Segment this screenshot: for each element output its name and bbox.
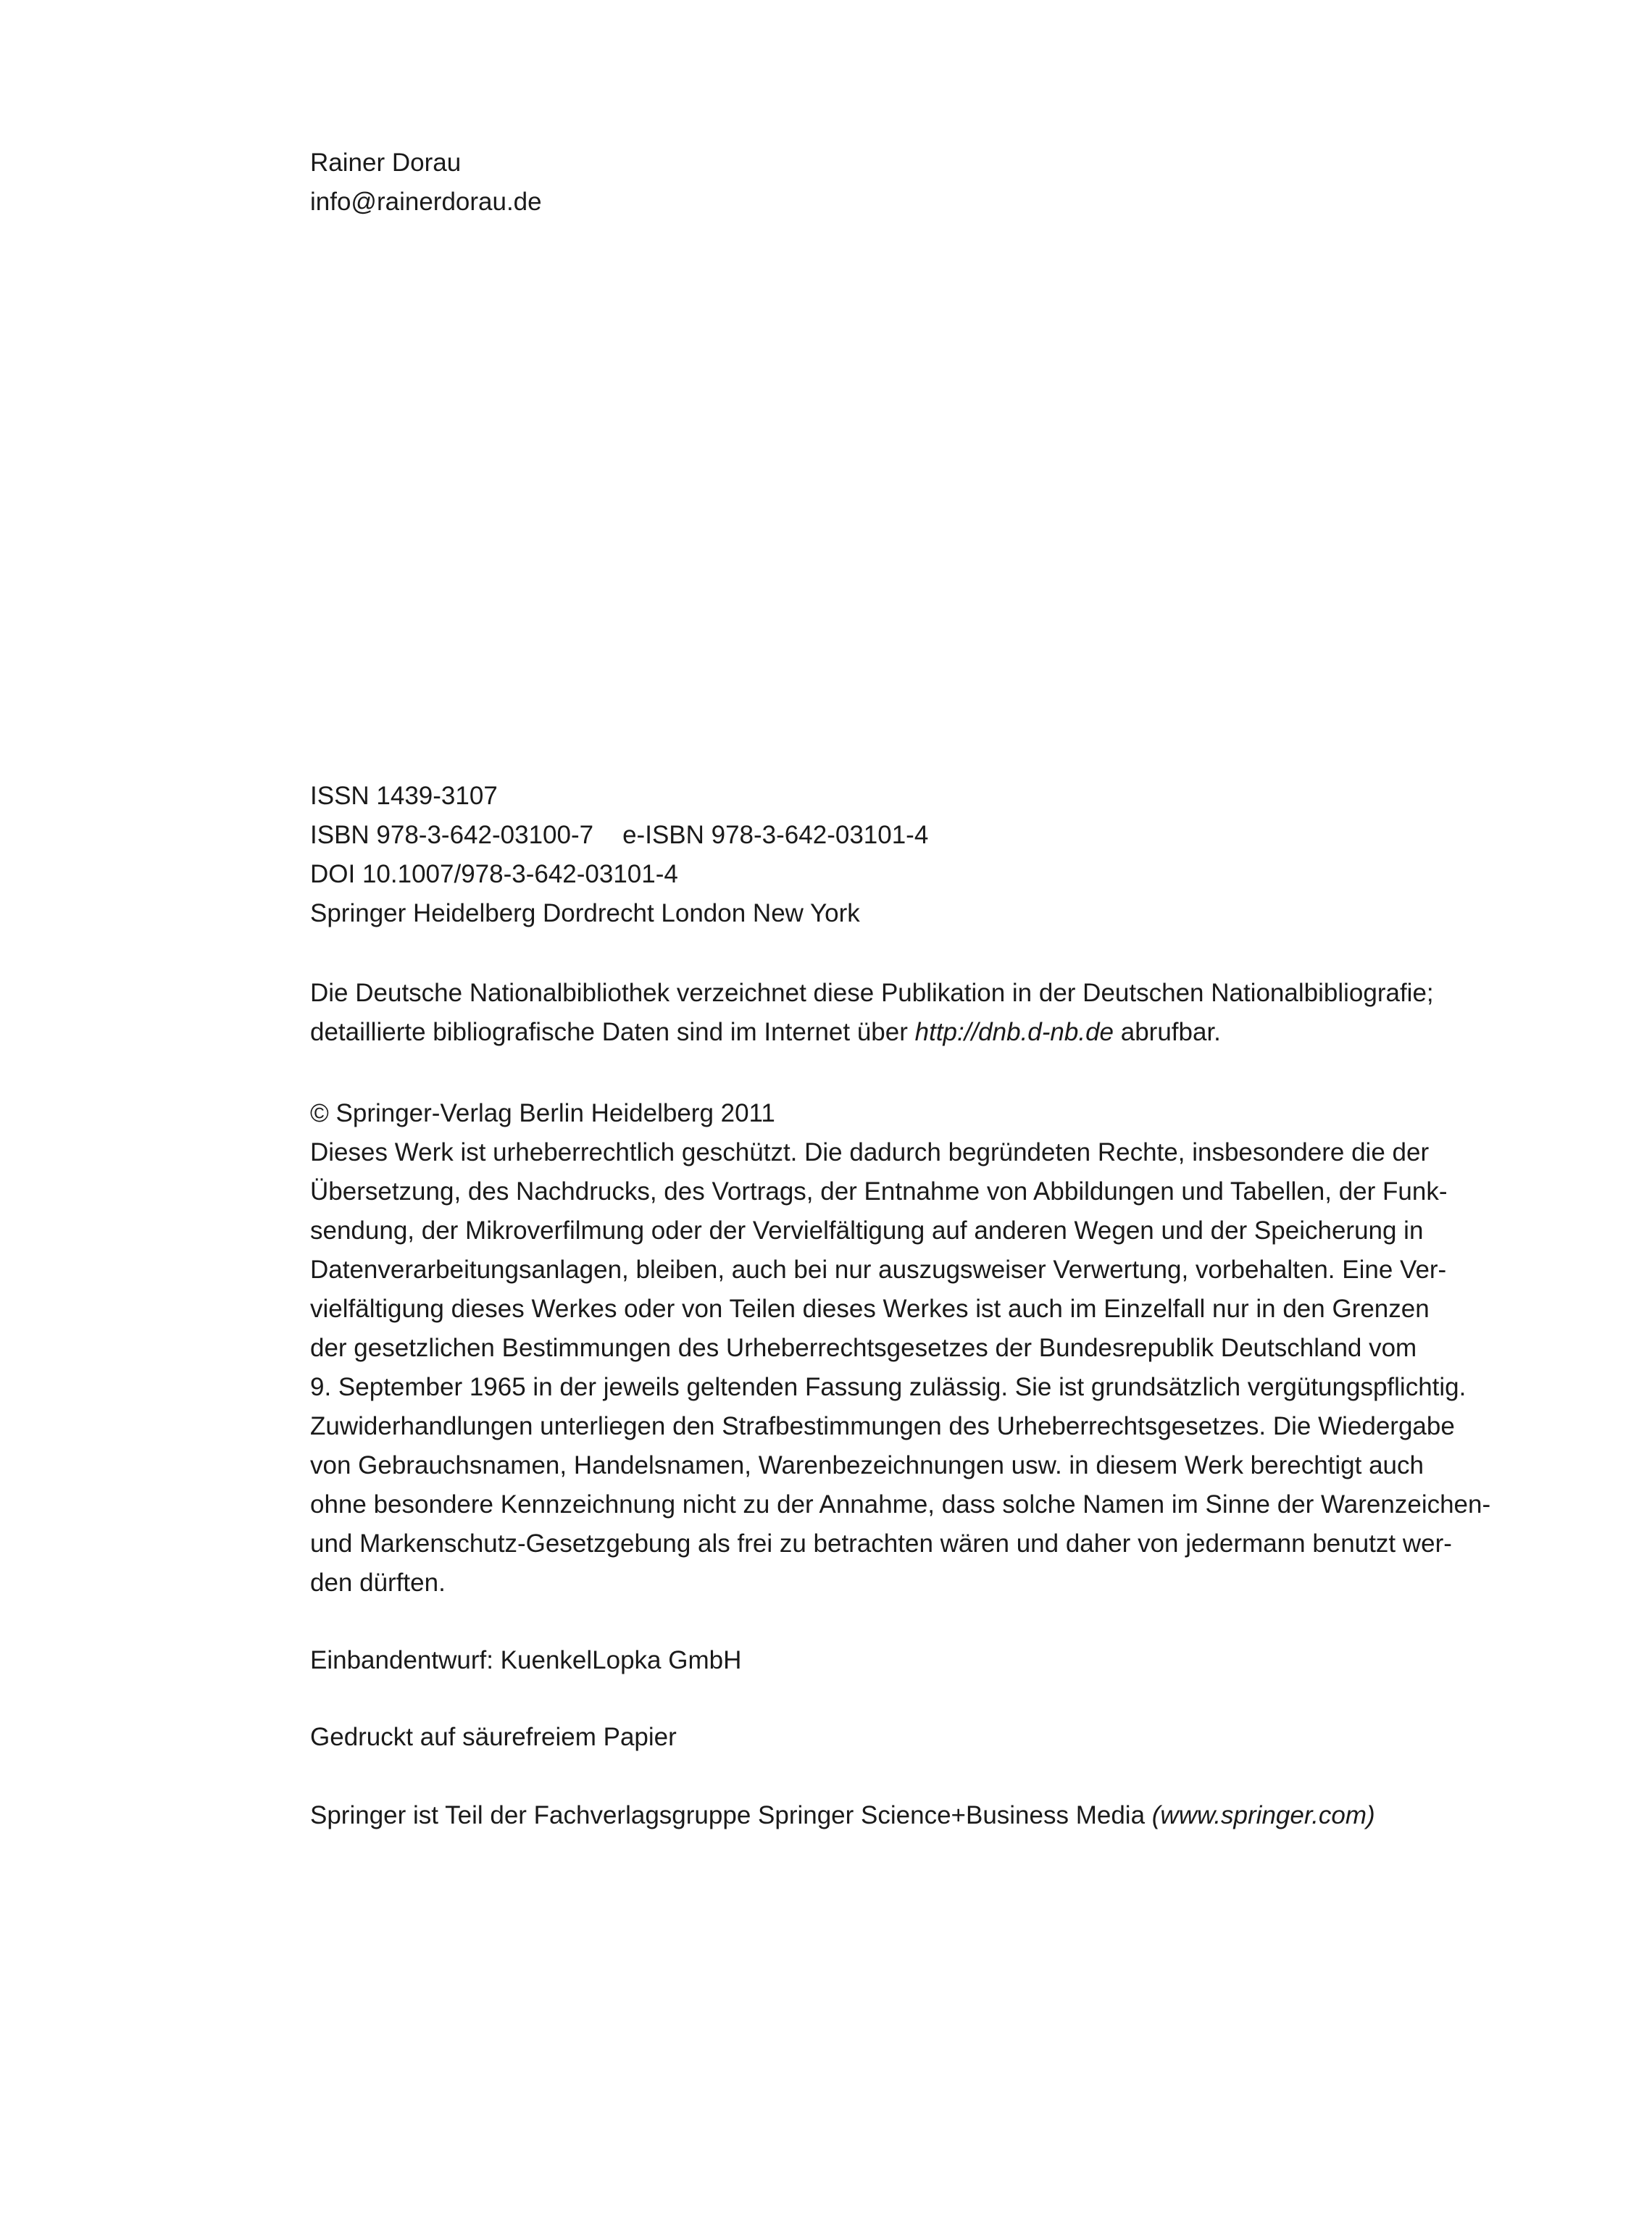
dnb-line-2-suffix: abrufbar. bbox=[1114, 1018, 1221, 1046]
copyright-line: vielfältigung dieses Werkes oder von Teilen dieses Werkes ist auch im Einzelfall nur in den Grenzen bbox=[310, 1295, 1430, 1323]
copyright-line: von Gebrauchsnamen, Handelsnamen, Warenbezeichnungen usw. in diesem Werk berechtigt auch bbox=[310, 1451, 1424, 1479]
printing-note bbox=[310, 1718, 1556, 1757]
copyright-notice bbox=[310, 1094, 1556, 1603]
printing-text: Gedruckt auf säurefreiem Papier bbox=[310, 1723, 677, 1751]
publisher-group-note bbox=[310, 1796, 1556, 1835]
isbn-line bbox=[310, 816, 1556, 855]
copyright-line: Datenverarbeitungsanlagen, bleiben, auch bei nur auszugsweiser Verwertung, vorbehalten. Eine Ver- bbox=[310, 1256, 1447, 1284]
publisher-locations: Springer Heidelberg Dordrecht London New York bbox=[310, 899, 860, 927]
copyright-line: Übersetzung, des Nachdrucks, des Vortrags, der Entnahme von Abbildungen und Tabellen, der Funk- bbox=[310, 1177, 1448, 1206]
copyright-line: und Markenschutz-Gesetzgebung als frei zu betrachten wären und daher von jedermann benutzt wer- bbox=[310, 1529, 1452, 1558]
isbn: ISBN 978-3-642-03100-7 bbox=[310, 821, 594, 849]
cover-design-text: Einbandentwurf: KuenkelLopka GmbH bbox=[310, 1646, 742, 1674]
copyright-line: der gesetzlichen Bestimmungen des Urheberrechtsgesetzes der Bundesrepublik Deutschland vom bbox=[310, 1334, 1417, 1362]
eisbn: e-ISBN 978-3-642-03101-4 bbox=[622, 821, 929, 849]
dnb-link[interactable]: http://dnb.d-nb.de bbox=[914, 1018, 1114, 1046]
publisher-group-text: Springer ist Teil der Fachverlagsgruppe Springer Science+Business Media bbox=[310, 1801, 1152, 1829]
dnb-line-1: Die Deutsche Nationalbibliothek verzeichnet diese Publikation in der Deutschen Nationalbibliografie; bbox=[310, 979, 1434, 1007]
dnb-line-2-text: detaillierte bibliografische Daten sind im Internet über bbox=[310, 1018, 915, 1046]
issn: ISSN 1439-3107 bbox=[310, 782, 498, 810]
springer-link[interactable]: (www.springer.com) bbox=[1151, 1801, 1375, 1829]
author-email[interactable]: info@rainerdorau.de bbox=[310, 188, 542, 216]
copyright-line: sendung, der Mikroverfilmung oder der Vervielfältigung auf anderen Wegen und der Speicherung in bbox=[310, 1216, 1424, 1245]
copyright-line: den dürften. bbox=[310, 1569, 446, 1597]
cover-design-credit bbox=[310, 1641, 1556, 1680]
bibliographic-block bbox=[310, 777, 1556, 933]
dnb-notice bbox=[310, 974, 1556, 1052]
publisher-group-line bbox=[310, 1796, 1556, 1835]
copyright-line: 9. September 1965 in der jeweils geltenden Fassung zulässig. Sie ist grundsätzlich vergütungspflichtig. bbox=[310, 1373, 1467, 1401]
copyright-line: Dieses Werk ist urheberrechtlich geschützt. Die dadurch begründeten Rechte, insbesondere die der bbox=[310, 1138, 1430, 1166]
copyright-line: Zuwiderhandlungen unterliegen den Strafbestimmungen des Urheberrechtsgesetzes. Die Wiedergabe bbox=[310, 1412, 1455, 1440]
copyright-holder: © Springer-Verlag Berlin Heidelberg 2011 bbox=[310, 1099, 775, 1127]
dnb-line-2 bbox=[310, 1013, 1556, 1052]
copyright-line: ohne besondere Kennzeichnung nicht zu der Annahme, dass solche Namen im Sinne der Warenzeichen- bbox=[310, 1490, 1491, 1519]
author-name: Rainer Dorau bbox=[310, 149, 462, 177]
author-block bbox=[310, 143, 1556, 222]
doi: DOI 10.1007/978-3-642-03101-4 bbox=[310, 860, 678, 888]
